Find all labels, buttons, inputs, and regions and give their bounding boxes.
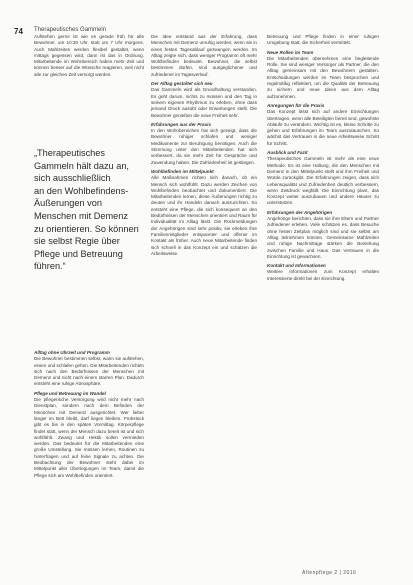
text-line: Mittelpunkt aller Überlegungen im Team, damit: [34, 466, 138, 472]
text-line: mittags gegessen wird, dann ist das in Ordnung.: [34, 52, 144, 58]
text-line: Therapeutisches Gammeln ist mehr als eine neue: [267, 156, 379, 162]
text-line: Zuwendung haben. Die Zufriedenheit ist gestiegen.: [151, 159, 255, 165]
quote-line: führen.“: [34, 261, 66, 272]
text-line: und können besser auf die Wünsche reagieren,: [34, 59, 144, 71]
quote-line: Menschen mit Demenz: [34, 210, 128, 221]
text-line: länger im Bett bleibt, darf liegen bleiben.: [34, 415, 124, 421]
text-line: Betreuung und Pflege finden in einer ruhigen: [267, 34, 379, 39]
quote-line: „Therapeutisches: [34, 148, 105, 158]
text-line: Partner zufriedener erleben. Viele schätzen es,: [267, 216, 379, 228]
text-line: Auch Mahlzeiten werden flexibel gestaltet, wenn: [34, 46, 144, 52]
text-line: weil nicht alle zur gleichen Zeit versorgt werden.: [34, 65, 144, 77]
text-line: Menschen mit Demenz unruhig werden, wenn: [151, 40, 247, 46]
text-line: das Konzept ein und schätzen die Arbeitsweise.: [151, 244, 257, 256]
text-line: Die Mitarbeitenden übernehmen eine begleitende: [267, 55, 379, 61]
text-line: Mitarbeitenden lernen, diese Äußerungen richtig: [151, 194, 253, 200]
text-line: übertragen, wenn alle Beteiligten bereit sind,: [267, 115, 360, 121]
text-line: Alle Maßnahmen richten sich danach, ob ein: [151, 175, 257, 181]
text-line: in seinem eigenen Rhythmus zu erleben, ohne: [151, 93, 257, 105]
text-line: Die Bewohner bestimmen selbst, wann sie aufstehen,: [34, 356, 144, 362]
text-line: Die Rückmeldungen der Angehörigen sind sehr: [151, 219, 257, 231]
text-line: Menschen mit Demenz ausgerichtet. Wer lieber: [34, 409, 144, 415]
text-line: Das Vertrauen in die Einrichtung ist gewachsen.: [267, 247, 380, 259]
text-line: ausgeglichener und zufriedener im Tagesverlauf.: [151, 65, 257, 77]
quote-line: Pflege und Betreuung: [34, 248, 123, 259]
paragraph: [151, 175, 257, 257]
subheading: Alltag ohne Uhrzeit und Programm: [34, 350, 110, 355]
subheading: Kontakt und Informationen: [267, 263, 326, 269]
text-line: gewohnte Abläufe zu verändern. Wichtig ist es,: [267, 115, 379, 127]
quote-line: sich ausschließlich: [34, 173, 111, 184]
text-line: Team auszutauschen. So wächst das Vertrauen in: [267, 128, 379, 140]
column-2: [151, 34, 257, 259]
quote-line: Gammeln hält dazu an,: [34, 160, 129, 171]
text-line: werden. Im Alltag zeigte sich, dass weniger: [151, 46, 257, 58]
subheading: Pflege und Betreuung im Wandel: [34, 390, 106, 396]
paragraph: [151, 128, 257, 166]
text-line: Methode. Es ist eine Haltung, die den Menschen: [267, 162, 373, 168]
text-line: Aufstehen gerne ist wie es gerade früh für alle: [34, 34, 144, 39]
text-line: dass jemand Druck ausübt oder Erwartungen stellt.: [151, 99, 257, 112]
text-line: Gemeinsame Mahlzeiten und ruhige Nachmittage: [267, 234, 380, 247]
text-line: Medikamente zur Beruhigung benötigen. Auch: [151, 140, 251, 146]
paragraph: [151, 34, 257, 78]
text-line: zeigen, dass sich Lebensqualität und Zufriedenheit: [267, 175, 379, 187]
running-head: Therapeutisches Gammeln: [34, 27, 107, 33]
subheading: Erfahrungen aus der Praxis: [151, 121, 211, 127]
text-line: Die pflegerische Versorgung wird nicht mehr: [34, 397, 135, 403]
paragraph: [34, 397, 144, 479]
text-line: Rolle. Sie sind weniger Versorger als Partner,: [267, 62, 364, 68]
text-line: Raum für Individualität im Alltag lässt.: [151, 213, 257, 225]
column-1-top: [34, 34, 144, 80]
text-line: dazu bereit ist und sich wohlfühlt. Zwang und: [34, 428, 144, 440]
text-line: Umstellung. Sie müssen lernen, Routinen zu: [48, 447, 144, 453]
text-line: kleine Schritte zu gehen und Erfahrungen im: [267, 121, 379, 134]
subheading: Erfahrungen der Angehörigen: [267, 209, 333, 215]
text-line: essen und schlafen gehen. Die Mitarbeitenden: [34, 362, 131, 368]
subheading: Wohlbefinden im Mittelpunkt: [151, 168, 214, 174]
text-line: Frühstück gibt es bis in den späten Vormittag.: [34, 415, 144, 428]
text-line: stärken die Beziehung zwischen Familie und Haus.: [267, 241, 379, 253]
paragraph: [267, 216, 379, 260]
text-line: Körperpflege findet statt, wenn der Mensch: [34, 422, 144, 434]
paragraph: [151, 87, 257, 118]
subheading: Der Alltag gestaltet sich neu: [151, 81, 213, 87]
text-line: verbessert, da sie mehr Zeit für Gespräche und: [151, 153, 257, 159]
text-line: Die Idee entstand aus der Erfahrung, dass: [151, 34, 257, 39]
text-line: dass Besuche ohne festen Zeitplan möglich sind: [267, 222, 379, 234]
footer: Altenpflege 2 | 2016: [302, 570, 357, 576]
text-line: die Qualität der Betreuung zu sichern und neue: [267, 81, 379, 93]
text-line: Wohlbefinden beobachtet und dokumentiert. Die: [151, 187, 257, 193]
text-line: die den Alltag gemeinsam mit den Bewohnern: [267, 62, 379, 74]
text-line: Weitere Informationen zum Konzept erhalten: [267, 269, 379, 275]
text-line: In den Wohnbereichen hat sich gezeigt, dass: [151, 128, 251, 134]
text-line: Die Beobachtung der Bewohner steht dabei im: [34, 453, 144, 466]
paragraph: [267, 56, 379, 100]
text-line: Das Konzept lässt sich auf andere Einrichtungen: [267, 109, 379, 115]
text-line: Mensch sich wohlfühlt. Dazu werden Zeichen von: [151, 181, 257, 187]
paragraph: [34, 356, 144, 387]
subheading: Ausblick und Fazit: [267, 150, 308, 156]
quote-line: an den Wohlbefindens-: [34, 185, 129, 196]
text-line: Es geht darum, nichts zu müssen und den Tag: [151, 93, 254, 99]
text-line: Hektik sollen vermieden werden.: [34, 434, 144, 447]
text-line: Freiheit und Würde zurückgibt. Die Erfahrungen: [267, 168, 379, 181]
text-line: Das bedeutet für die Mitarbeitenden eine große: [34, 441, 144, 453]
text-line: Dadurch entsteht eine ruhige Atmosphäre.: [34, 375, 144, 387]
text-line: Bewohner, um 10:30 Uhr, statt um 7 Uhr morgens.: [34, 40, 144, 46]
text-line: die Bewohner ruhiger schlafen und weniger: [151, 128, 257, 140]
page-number: 74: [14, 27, 23, 36]
subheading: Neue Rollen im Team: [267, 49, 314, 55]
paragraph: [267, 109, 379, 147]
text-line: besprochen und regelmäßig reflektiert, um: [267, 74, 379, 87]
text-line: auszubauen und andere Häuser zu unterstützen.: [267, 194, 379, 206]
text-line: gestalten. Entscheidungen werden im Team: [267, 68, 379, 80]
paragraph: [34, 34, 144, 78]
subheading: Anregungen für die Praxis: [267, 102, 325, 108]
text-line: die Stimmung unter den Mitarbeitenden hat sich: [151, 140, 257, 153]
quote-line: sie selbst Regie über: [34, 236, 120, 247]
column-3: [267, 34, 379, 283]
text-line: den Bedürfnissen der Menschen orientiert und: [151, 206, 257, 219]
text-line: Mitarbeitende im Wohnbereich haben mehr Zeit: [34, 59, 137, 65]
text-line: die Pflege sich am Wohlbefinden orientiert.: [34, 466, 144, 478]
text-line: positiv, sie erleben ihre Familienmitglieder: [151, 225, 257, 237]
quote-line: Äußerungen von: [34, 198, 102, 209]
text-line: mit Demenz und nicht nach einem starren Plan.: [34, 368, 144, 381]
text-line: Die Bewohner genießen die neue Freiheit sehr.: [151, 106, 257, 118]
text-line: Das Gammeln wird als Grundhaltung verstanden.: [151, 87, 257, 93]
text-line: sie in einen festen Tagesablauf gezwungen: [151, 40, 257, 52]
paragraph: [267, 269, 379, 282]
paragraph: [267, 34, 379, 47]
text-line: hinterfragen und auf feine Signale zu achten.: [34, 453, 138, 459]
text-line: zu deuten und ihr Handeln danach auszurichten.: [151, 194, 257, 206]
text-line: Ideen aus dem Alltag aufzunehmen.: [267, 87, 380, 99]
text-line: Angehörige berichten, dass sie ihre Eltern und: [267, 216, 364, 222]
quote-line: zu orientieren. So können: [34, 223, 139, 234]
pull-quote: [34, 147, 144, 273]
text-line: richten sich nach den Bedürfnissen der Menschen: [34, 362, 144, 374]
text-line: Programm oft mehr Wohlbefinden bedeutet.: [151, 52, 257, 65]
text-line: mit Demenz in den Mittelpunkt stellt und ihm: [267, 162, 379, 174]
text-line: Auch neue Mitarbeitende finden sich schnell in: [151, 238, 257, 250]
text-line: und sie selbst am Alltag teilnehmen können.: [267, 228, 379, 240]
text-line: Die Einrichtung plant, das Konzept weiter: [267, 187, 379, 200]
text-line: entspannter und offener im Kontakt als früher.: [151, 231, 257, 244]
text-line: Interessierte direkt bei der Einrichtung.: [267, 275, 346, 281]
text-line: deutlich verbessern, wenn Zeitdruck wegfällt.: [267, 181, 379, 193]
column-1-bottom: [34, 347, 144, 480]
text-line: die neue Arbeitsweise Schritt für Schritt.: [267, 134, 379, 146]
text-line: Umgebung statt, die Sicherheit vermittelt.: [267, 40, 352, 46]
text-line: Bewohner, die selbst bestimmen dürfen, sind: [151, 59, 257, 71]
paragraph: [267, 156, 379, 206]
text-line: So entsteht eine Pflege, die sich konsequent an: [151, 200, 257, 212]
text-line: nach Dienstplan, sondern nach dem Befinden der: [34, 397, 144, 409]
